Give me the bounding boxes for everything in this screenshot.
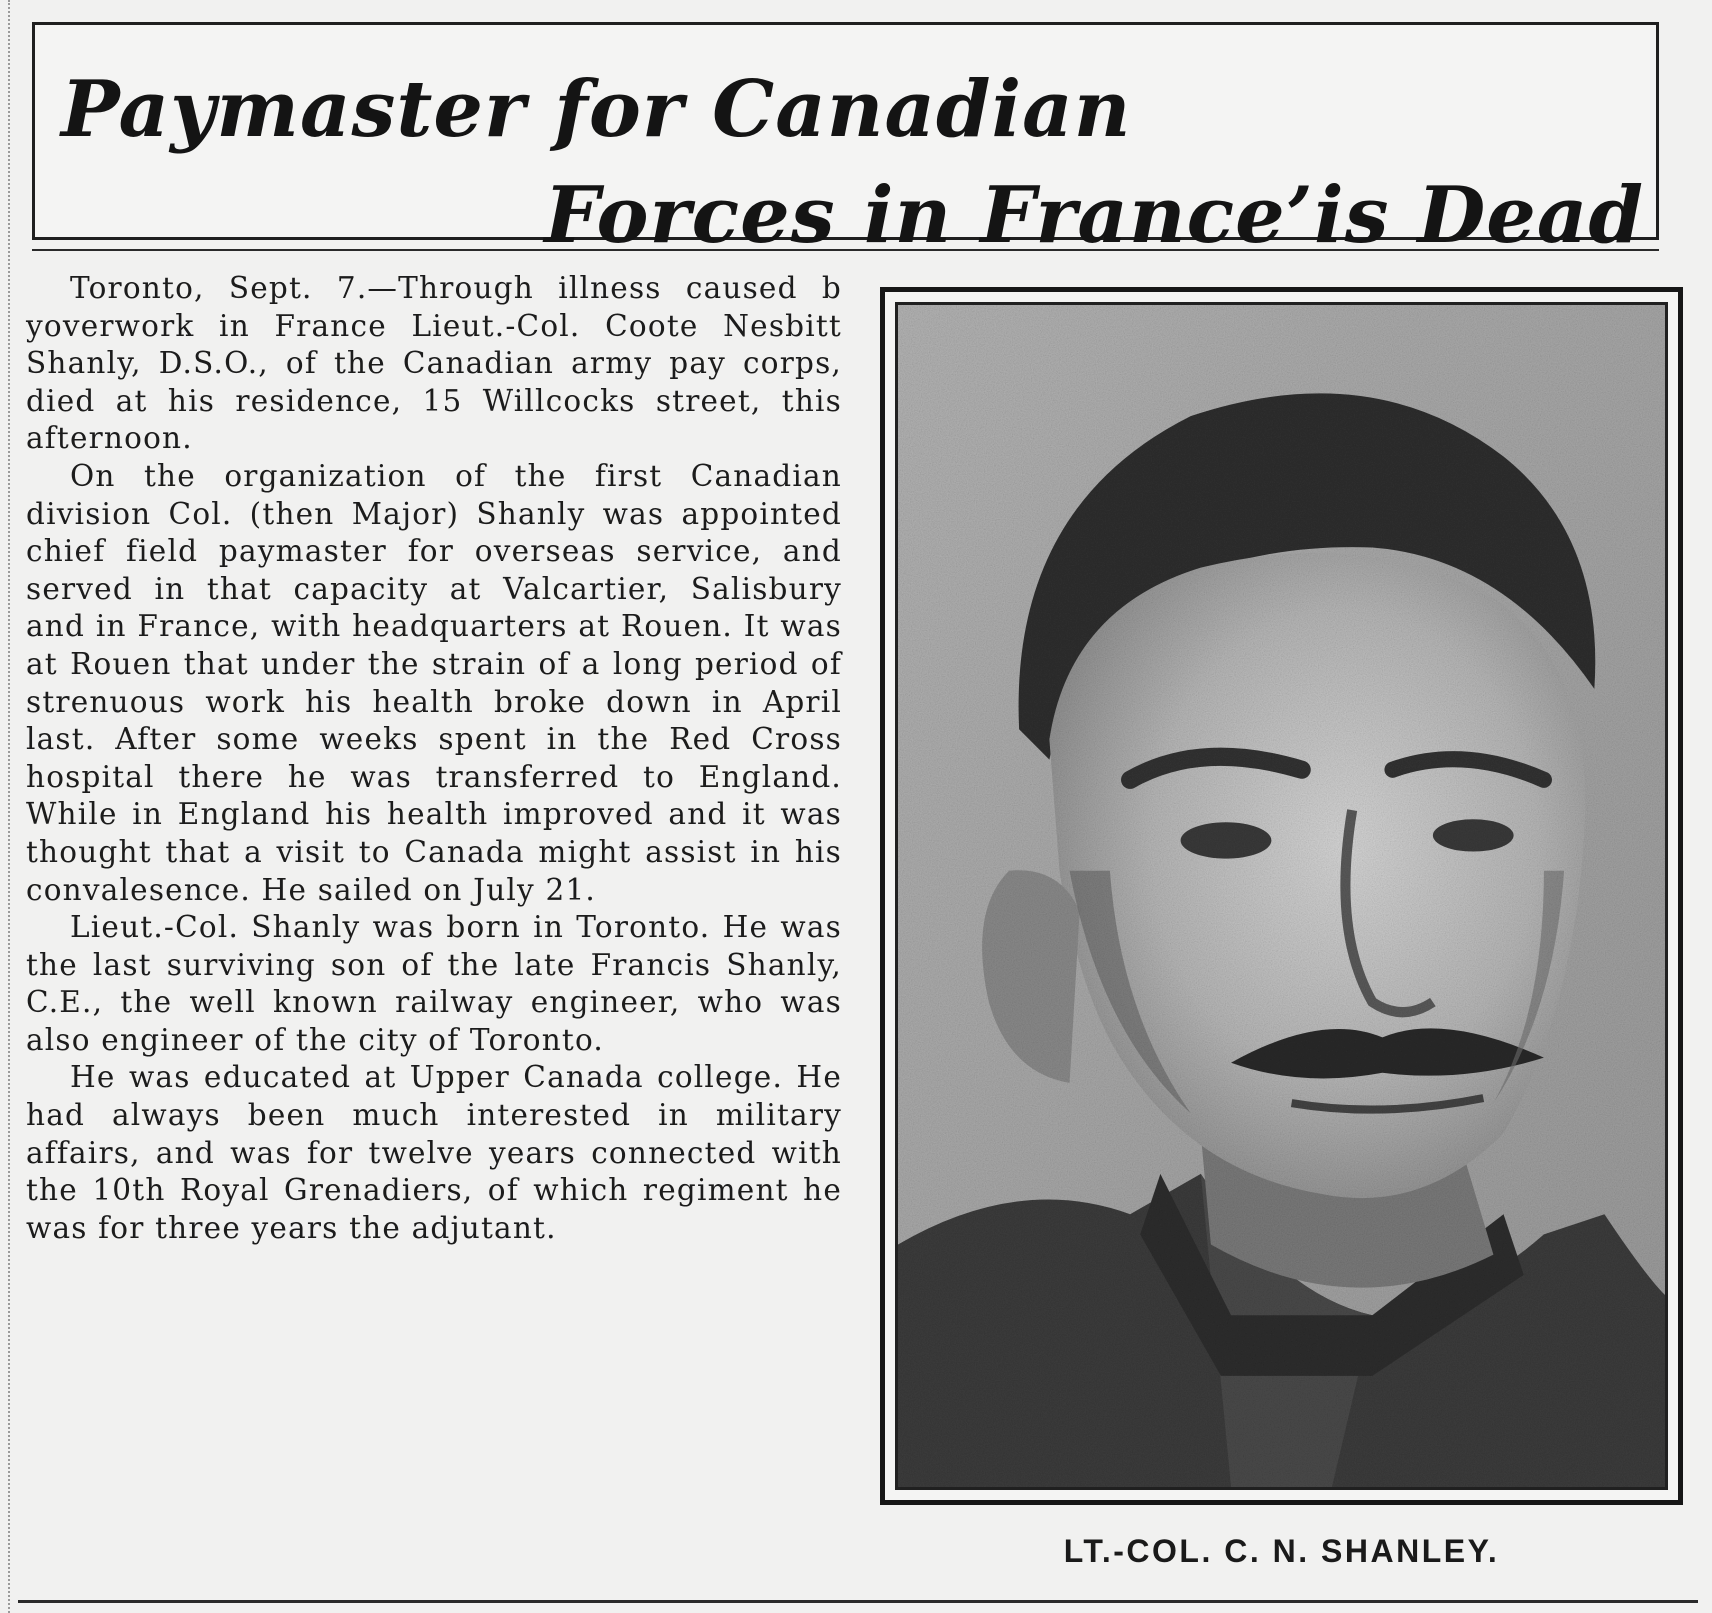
article-paragraph: He was educated at Upper Canada college. He had always been much interested in military affairs, and was for twelve years connected with the 10th Royal Grenadiers, of which regiment he was for three years the adjutant. bbox=[26, 1060, 842, 1245]
portrait-photo bbox=[895, 302, 1668, 1490]
headline-line-2: Forces in France’is Dead bbox=[544, 170, 1644, 261]
bottom-rule bbox=[18, 1600, 1698, 1603]
page-edge-rule bbox=[8, 0, 10, 1613]
portrait-illustration bbox=[898, 305, 1665, 1487]
article-paragraph: Lieut.-Col. Shanly was born in Toronto. He was the last surviving son of the late Francis Shanly, C.E., the well known railway engineer, who was also engineer of the city of Toronto. bbox=[26, 910, 842, 1057]
headline-box bbox=[32, 22, 1659, 261]
article-paragraph: Toronto, Sept. 7.—Through illness caused b yoverwork in France Lieut.-Col. Coote Nesbitt Shanly, D.S.O., of the Canadian army pay corps, died at his residence, 15 Willcocks street, this afternoon. bbox=[26, 271, 842, 456]
headline-underline-rule bbox=[32, 249, 1659, 251]
article-paragraph: On the organization of the first Canadian division Col. (then Major) Shanly was appointed chief field paymaster for overseas service, and served in that capacity at Valcartier, Salisbury and in France, with headquarters at Rouen. It was at Rouen that under the strain of a long period of strenuous work his health broke down in April last. After some weeks spent in the Red Cross hospital there he was transferred to England. While in England his health improved and it was thought that a visit to Canada might assist in his convalesence. He sailed on July 21. bbox=[26, 458, 842, 907]
article-body bbox=[26, 270, 842, 1247]
headline-line-1: Paymaster for Canadian bbox=[61, 64, 1132, 155]
photo-caption: LT.-COL. C. N. SHANLEY. bbox=[1063, 1533, 1500, 1569]
portrait-photo-frame bbox=[880, 287, 1683, 1505]
